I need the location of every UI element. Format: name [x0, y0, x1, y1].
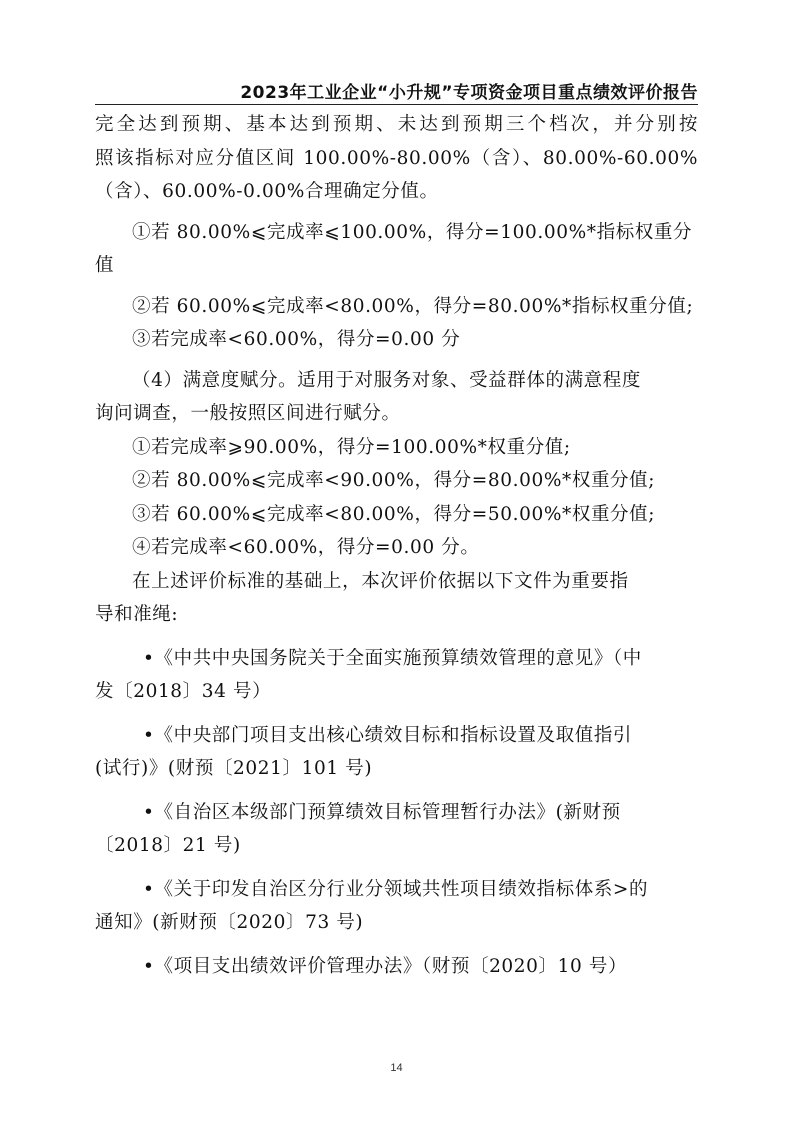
document-list-item-continued: 〔2018〕21 号) [95, 835, 241, 856]
document-list-item: •《自治区本级部门预算绩效目标管理暂行办法》(新财预 [143, 801, 621, 823]
text-line: 询问调查，一般按照区间进行赋分。 [95, 403, 401, 424]
criteria-item: ④若完成率<60.00%，得分=0.00 分。 [132, 537, 480, 558]
document-list-item: •《中央部门项目支出核心绩效目标和指标设置及取值指引 [143, 724, 633, 746]
document-list-item: •《关于印发自治区分行业分领域共性项目绩效指标体系>的 [143, 878, 649, 900]
text-line: 在上述评价标准的基础上，本次评价依据以下文件为重要指 [132, 570, 629, 592]
document-list-item-continued: 发〔2018〕34 号） [95, 681, 272, 702]
criteria-item: ①若 80.00%⩽完成率⩽100.00%，得分=100.00%*指标权重分 [132, 221, 693, 243]
document-list-item-continued: 通知》(新财预〔2020〕73 号) [95, 912, 364, 933]
criteria-item: ②若 60.00%⩽完成率<80.00%，得分=80.00%*指标权重分值; [132, 295, 694, 317]
criteria-item: ③若完成率<60.00%，得分=0.00 分 [132, 329, 461, 350]
text-line: 导和准绳: [95, 604, 179, 625]
criteria-item-continued: 值 [95, 255, 115, 276]
criteria-item: ②若 80.00%⩽完成率<90.00%，得分=80.00%*权重分值; [132, 470, 656, 491]
criteria-item: ①若完成率⩾90.00%，得分=100.00%*权重分值; [132, 436, 571, 458]
document-list-item: •《项目支出绩效评价管理办法》（财预〔2020〕10 号） [143, 955, 628, 977]
report-title: 2023年工业企业“小升规”专项资金项目重点绩效评价报告 [240, 83, 698, 103]
document-body [95, 108, 698, 983]
page-number: 14 [390, 1062, 403, 1074]
text-line: 完全达到预期、基本达到预期、未达到预期三个档次，并分别按 [95, 114, 698, 135]
text-line: 照该指标对应分值区间 100.00%-80.00%（含）、80.00%-60.00% [95, 147, 698, 169]
document-list-item-continued: (试行)》(财预〔2021〕101 号) [95, 758, 373, 779]
text-line: （含）、60.00%-0.00%合理确定分值。 [95, 181, 439, 202]
criteria-item: ③若 60.00%⩽完成率<80.00%，得分=50.00%*权重分值; [132, 503, 656, 525]
section-heading-satisfaction: （4）满意度赋分。适用于对服务对象、受益群体的满意程度 [132, 369, 641, 391]
page-header [95, 78, 698, 105]
document-list-item: •《中共中央国务院关于全面实施预算绩效管理的意见》（中 [143, 647, 642, 669]
